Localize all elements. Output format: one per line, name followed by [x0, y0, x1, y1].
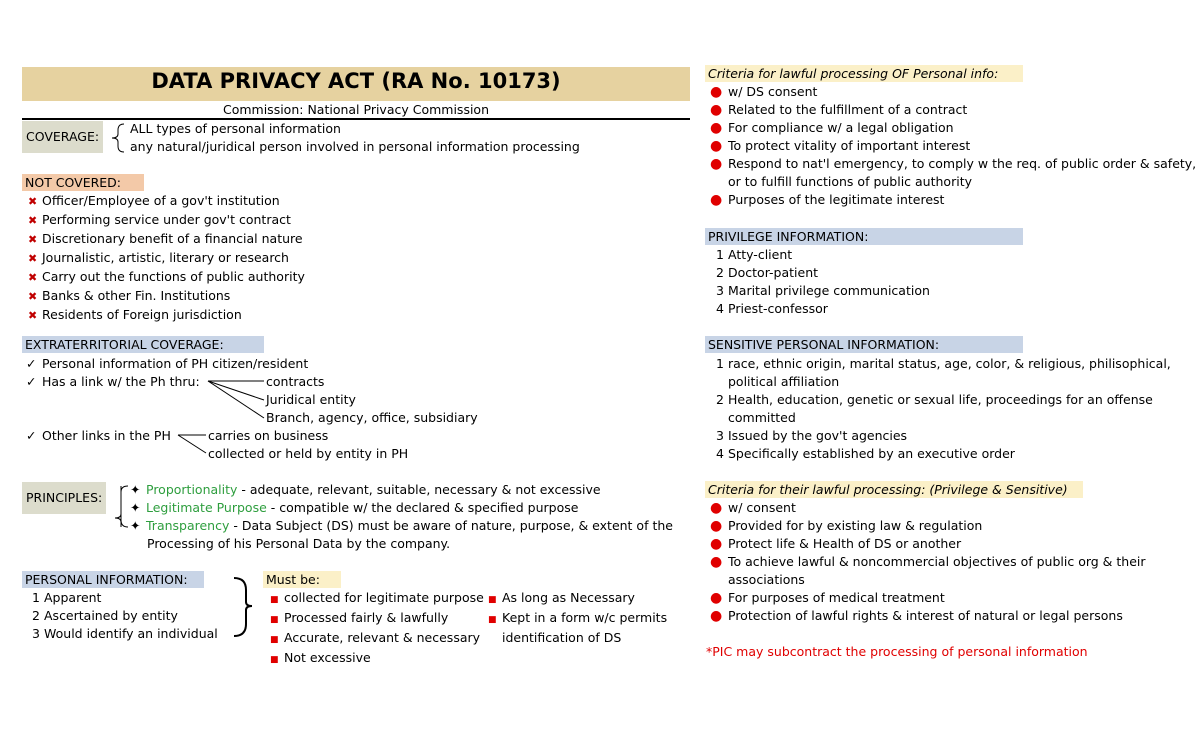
pic-note: *PIC may subcontract the processing of personal information: [706, 644, 1088, 659]
list-item: 4 Priest-confessor: [716, 301, 828, 316]
list-item: ● Provided for by existing law & regulation: [710, 518, 983, 534]
list-item: ● Related to the fulfillment of a contract: [710, 102, 968, 118]
square-bullet-icon: ■: [270, 595, 279, 605]
check-icon: ✓: [26, 428, 37, 443]
bullet-icon: ●: [710, 102, 723, 118]
list-item: ✓ Other links in the PH: [26, 428, 171, 443]
list-item: ✖ Residents of Foreign jurisdiction: [28, 306, 305, 325]
bullet-icon: ●: [710, 500, 723, 516]
personal-info-label: PERSONAL INFORMATION:: [22, 571, 204, 588]
bullet-icon: ●: [710, 138, 723, 154]
must-be-list-right: [488, 589, 667, 647]
must-be-list: [270, 589, 484, 669]
criteria-sensitive-label: Criteria for their lawful processing: (Privilege & Sensitive): [705, 481, 1083, 498]
title-divider: [22, 118, 690, 120]
list-item: ● For purposes of medical treatment: [710, 590, 945, 606]
list-item: ✖ Banks & other Fin. Institutions: [28, 287, 305, 306]
bullet-icon: ●: [710, 608, 723, 624]
star-icon: ✦: [130, 518, 141, 533]
coverage-item: any natural/juridical person involved in personal information processing: [130, 139, 580, 154]
square-bullet-icon: ■: [270, 655, 279, 665]
x-icon: ✖: [28, 271, 38, 284]
list-item-continuation: committed: [728, 410, 796, 425]
x-icon: ✖: [28, 233, 38, 246]
list-item-continuation: or to fulfill functions of public authority: [728, 174, 972, 189]
criteria-sensitive-list: [710, 499, 1146, 625]
list-item: 2 Doctor-patient: [716, 265, 819, 280]
page-subtitle: Commission: National Privacy Commission: [222, 102, 489, 117]
square-bullet-icon: ■: [270, 615, 279, 625]
privilege-list: [710, 246, 930, 318]
link-item: collected or held by entity in PH: [208, 446, 409, 461]
x-icon: ✖: [28, 195, 38, 208]
criteria-personal-label: Criteria for lawful processing OF Personal info:: [705, 65, 1023, 82]
list-item: 2 Health, education, genetic or sexual life, proceedings for an offense: [716, 392, 1153, 407]
page-title: DATA PRIVACY ACT (RA No. 10173): [151, 69, 561, 93]
list-item: ✖ Discretionary benefit of a financial nature: [28, 230, 305, 249]
list-item: ■ As long as Necessary: [488, 589, 667, 609]
bullet-icon: ●: [710, 536, 723, 552]
principles-label: PRINCIPLES:: [22, 482, 106, 514]
list-item: 1 race, ethnic origin, marital status, age, color, & religious, philisophical,: [716, 356, 1171, 371]
criteria-personal-list: [710, 83, 1196, 209]
privilege-label: PRIVILEGE INFORMATION:: [705, 228, 1023, 245]
bullet-icon: ●: [710, 554, 723, 570]
list-item-continuation: identification of DS: [502, 630, 622, 645]
list-item: 3 Marital privilege communication: [716, 283, 930, 298]
check-icon: ✓: [26, 374, 37, 389]
list-item: ✖ Journalistic, artistic, literary or research: [28, 249, 305, 268]
list-item: ● Purposes of the legitimate interest: [710, 192, 945, 208]
x-icon: ✖: [28, 252, 38, 265]
sensitive-list: [710, 355, 1171, 463]
link-item: Branch, agency, office, subsidiary: [266, 410, 478, 425]
list-item: ● w/ consent: [710, 500, 796, 516]
link-item: carries on business: [208, 428, 329, 443]
list-item: ✖ Performing service under gov't contract: [28, 211, 305, 230]
list-item: 3 Issued by the gov't agencies: [716, 428, 908, 443]
list-item-continuation: associations: [728, 572, 805, 587]
square-bullet-icon: ■: [488, 615, 497, 625]
square-bullet-icon: ■: [270, 635, 279, 645]
bullet-icon: ●: [710, 120, 723, 136]
coverage-item: ALL types of personal information: [130, 121, 341, 136]
list-item-continuation: political affiliation: [728, 374, 840, 389]
list-item: ● For compliance w/ a legal obligation: [710, 120, 954, 136]
list-item: ● w/ DS consent: [710, 84, 818, 100]
coverage-label: COVERAGE:: [22, 121, 103, 153]
list-item: ■ Kept in a form w/c permits: [488, 609, 667, 629]
must-be-label: Must be:: [263, 571, 341, 588]
list-item: 1 Apparent: [32, 590, 102, 605]
list-item: ■ Accurate, relevant & necessary: [270, 629, 484, 649]
not-covered-list: [28, 192, 305, 325]
list-item: 1 Atty-client: [716, 247, 793, 262]
list-item: ✖ Carry out the functions of public authority: [28, 268, 305, 287]
sensitive-label: SENSITIVE PERSONAL INFORMATION:: [705, 336, 1023, 353]
personal-info-list: [26, 589, 218, 643]
list-item: ● Protect life & Health of DS or another: [710, 536, 962, 552]
principle-item: ✦ Transparency - Data Subject (DS) must be aware of nature, purpose, & extent of the: [130, 518, 673, 533]
list-item: ■ Not excessive: [270, 649, 484, 669]
list-item: ✖ Officer/Employee of a gov't institution: [28, 192, 305, 211]
bullet-icon: ●: [710, 156, 723, 172]
bullet-icon: ●: [710, 518, 723, 534]
list-item: ● To protect vitality of important interest: [710, 138, 971, 154]
list-item: ■ Processed fairly & lawfully: [270, 609, 484, 629]
bullet-icon: ●: [710, 590, 723, 606]
principle-item: ✦ Legitimate Purpose - compatible w/ the declared & specified purpose: [130, 500, 579, 515]
extraterritorial-label: EXTRATERRITORIAL COVERAGE:: [22, 336, 264, 353]
star-icon: ✦: [130, 500, 141, 515]
link-item: contracts: [266, 374, 325, 389]
list-item: ● Protection of lawful rights & interest of natural or legal persons: [710, 608, 1123, 624]
principle-continuation: Processing of his Personal Data by the company.: [147, 536, 451, 551]
x-icon: ✖: [28, 309, 38, 322]
check-icon: ✓: [26, 356, 37, 371]
square-bullet-icon: ■: [488, 595, 497, 605]
principle-item: ✦ Proportionality - adequate, relevant, suitable, necessary & not excessive: [130, 482, 601, 497]
not-covered-label: NOT COVERED:: [22, 174, 144, 191]
list-item: 4 Specifically established by an executive order: [716, 446, 1015, 461]
star-icon: ✦: [130, 482, 141, 497]
link-item: Juridical entity: [266, 392, 356, 407]
list-item: ✓ Personal information of PH citizen/resident: [26, 356, 309, 371]
list-item: ● Respond to nat'l emergency, to comply w the req. of public order & safety,: [710, 156, 1197, 172]
list-item: ✓ Has a link w/ the Ph thru:: [26, 374, 200, 389]
bullet-icon: ●: [710, 192, 723, 208]
list-item: ● To achieve lawful & noncommercial objectives of public org & their: [710, 554, 1146, 570]
list-item: 3 Would identify an individual: [32, 626, 218, 641]
list-item: 2 Ascertained by entity: [32, 608, 178, 623]
x-icon: ✖: [28, 290, 38, 303]
bullet-icon: ●: [710, 84, 723, 100]
list-item: ■ collected for legitimate purpose: [270, 589, 484, 609]
x-icon: ✖: [28, 214, 38, 227]
